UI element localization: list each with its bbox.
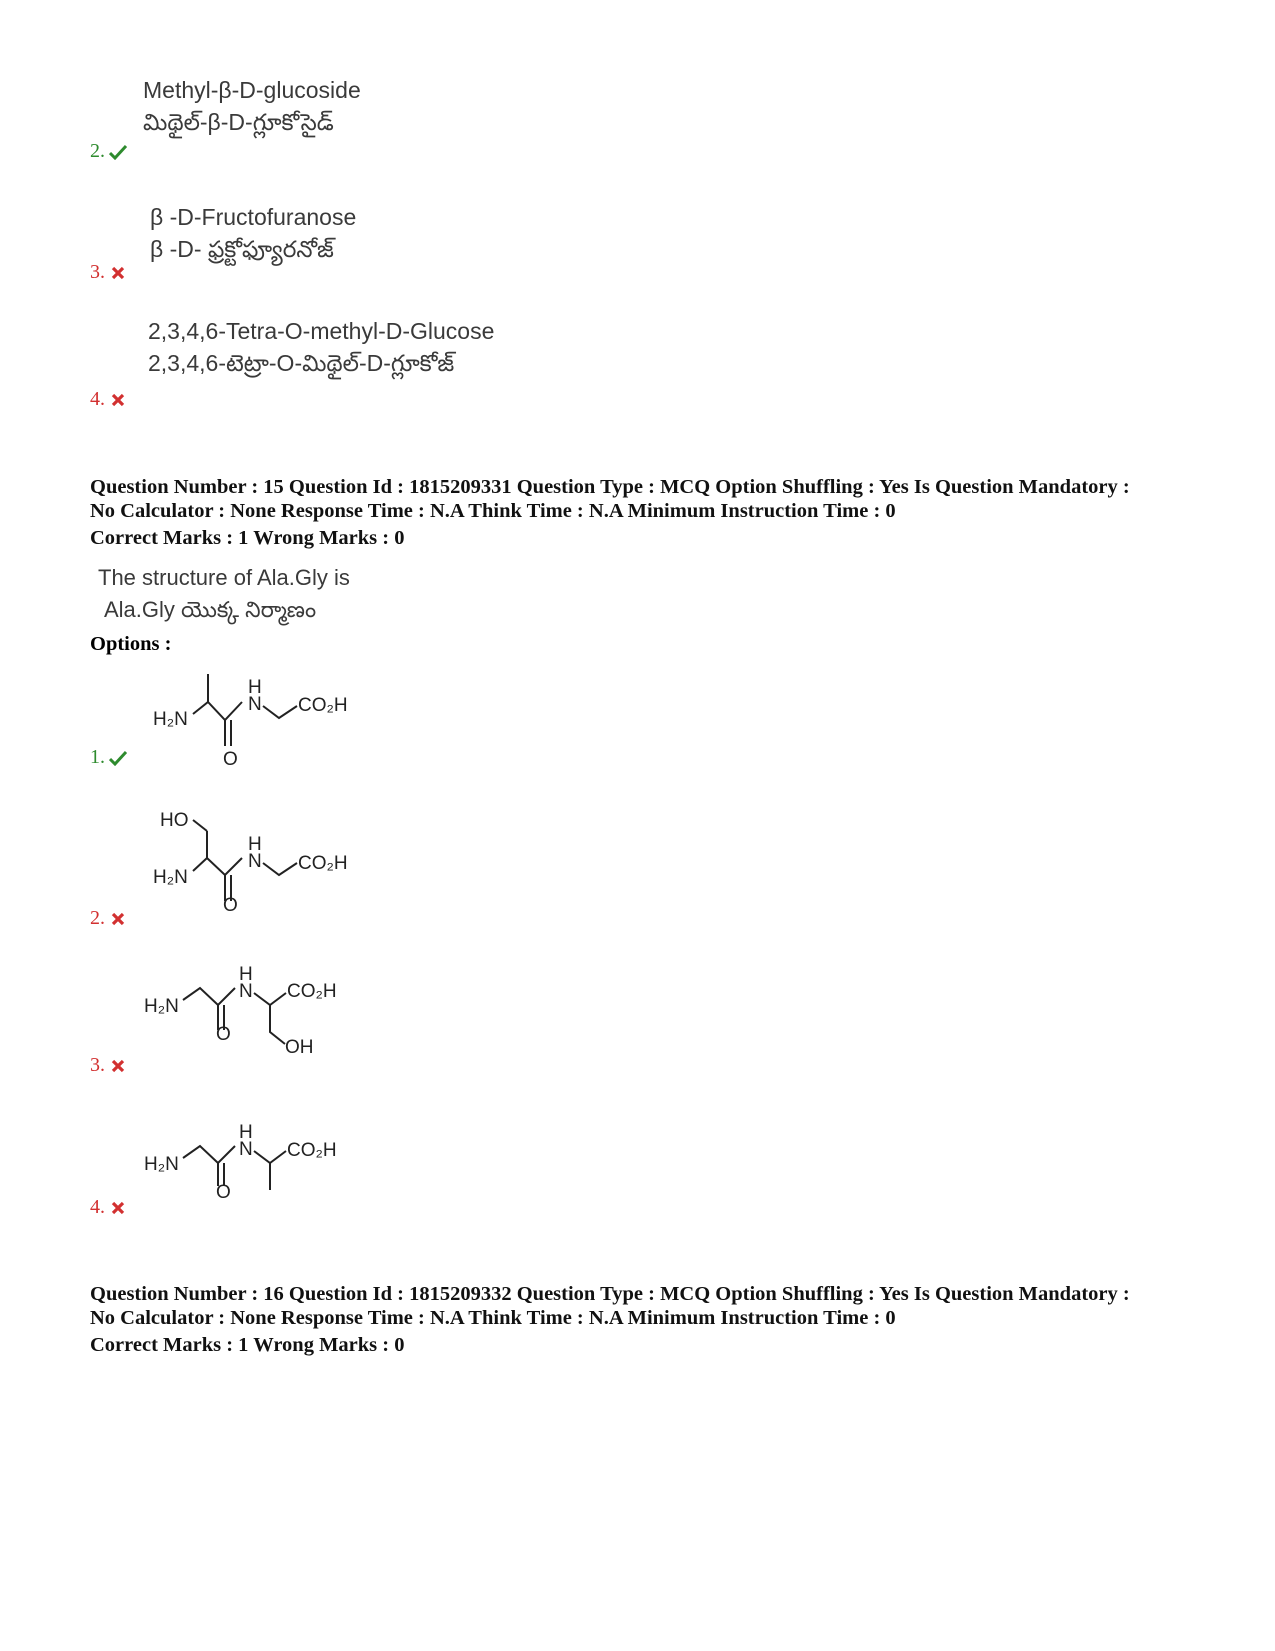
options-label: Options :: [90, 633, 172, 655]
n-label: N: [239, 981, 253, 1002]
meta-line-2: No Calculator : None Response Time : N.A Think Time : N.A Minimum Instruction Time : 0: [90, 1307, 896, 1329]
option-number: 4.: [90, 388, 105, 410]
option-text-te: 2,3,4,6-టెట్రా-O-మిథైల్-D-గ్లూకోజ్: [148, 350, 455, 376]
n-label: N: [248, 851, 262, 872]
h2n-label: H₂N: [153, 867, 188, 888]
option-number: 1.: [90, 746, 105, 768]
co2h-label: CO₂H: [287, 1140, 337, 1161]
question-16-marks: Correct Marks : 1 Wrong Marks : 0: [90, 1334, 405, 1356]
prev-option-2-text: [143, 74, 361, 138]
o-label: O: [223, 749, 238, 770]
option-1-marker: [90, 746, 127, 769]
option-text-en: Methyl-β-D-glucoside: [143, 77, 361, 103]
co2h-label: CO₂H: [287, 981, 337, 1002]
option-number: 3.: [90, 261, 105, 283]
co2h-label: CO₂H: [298, 695, 348, 716]
option-1-structure: [145, 668, 365, 783]
h2n-label: H₂N: [153, 709, 188, 730]
option-text-te: β -D- ఫ్రక్టోఫ్యూరనోజ్: [150, 236, 334, 262]
check-icon: [109, 750, 127, 766]
h-label: H: [248, 834, 262, 855]
co2h-label: CO₂H: [298, 853, 348, 874]
question-15-text: [98, 562, 350, 626]
option-2-marker: [90, 907, 127, 930]
option-number: 4.: [90, 1196, 105, 1218]
meta-line-2: No Calculator : None Response Time : N.A Think Time : N.A Minimum Instruction Time : 0: [90, 500, 896, 522]
option-number: 2.: [90, 140, 105, 162]
option-4-structure: [140, 1118, 370, 1203]
option-text-en: β -D-Fructofuranose: [150, 204, 357, 230]
o-label: O: [216, 1024, 231, 1045]
question-16-meta: [90, 1282, 1210, 1330]
option-2-structure: [145, 803, 365, 918]
h-label: H: [248, 677, 262, 698]
option-3-marker: [90, 1054, 127, 1077]
h-label: H: [239, 1122, 253, 1143]
question-15-meta: [90, 475, 1210, 523]
n-label: N: [239, 1139, 253, 1160]
prev-option-4-marker: [90, 388, 127, 411]
option-4-marker: [90, 1196, 127, 1219]
h-label: H: [239, 964, 253, 985]
option-number: 2.: [90, 907, 105, 929]
option-text-en: 2,3,4,6-Tetra-O-methyl-D-Glucose: [148, 318, 495, 344]
h2n-label: H₂N: [144, 996, 179, 1017]
h2n-label: H₂N: [144, 1154, 179, 1175]
option-3-structure: [140, 960, 370, 1065]
prev-option-3-text: [150, 201, 356, 265]
prev-option-4-text: [148, 315, 494, 379]
n-label: N: [248, 694, 262, 715]
o-label: O: [223, 895, 238, 916]
meta-line-1: Question Number : 16 Question Id : 1815209332 Question Type : MCQ Option Shuffling : Yes Is Question Mandatory :: [90, 1283, 1130, 1305]
cross-icon: [109, 392, 127, 408]
prev-option-2-marker: [90, 140, 127, 163]
question-text-en: The structure of Ala.Gly is: [98, 565, 350, 590]
o-label: O: [216, 1182, 231, 1203]
cross-icon: [109, 1200, 127, 1216]
cross-icon: [109, 1058, 127, 1074]
question-15-marks: Correct Marks : 1 Wrong Marks : 0: [90, 527, 405, 549]
ho-label: HO: [160, 810, 189, 831]
option-number: 3.: [90, 1054, 105, 1076]
question-text-te: Ala.Gly యొక్క నిర్మాణం: [104, 597, 317, 622]
cross-icon: [109, 265, 127, 281]
oh-label: OH: [285, 1037, 314, 1058]
check-icon: [109, 144, 127, 160]
cross-icon: [109, 911, 127, 927]
prev-option-3-marker: [90, 261, 127, 284]
meta-line-1: Question Number : 15 Question Id : 1815209331 Question Type : MCQ Option Shuffling : Yes Is Question Mandatory :: [90, 476, 1130, 498]
option-text-te: మిథైల్-β-D-గ్లూకోసైడ్: [143, 109, 334, 135]
